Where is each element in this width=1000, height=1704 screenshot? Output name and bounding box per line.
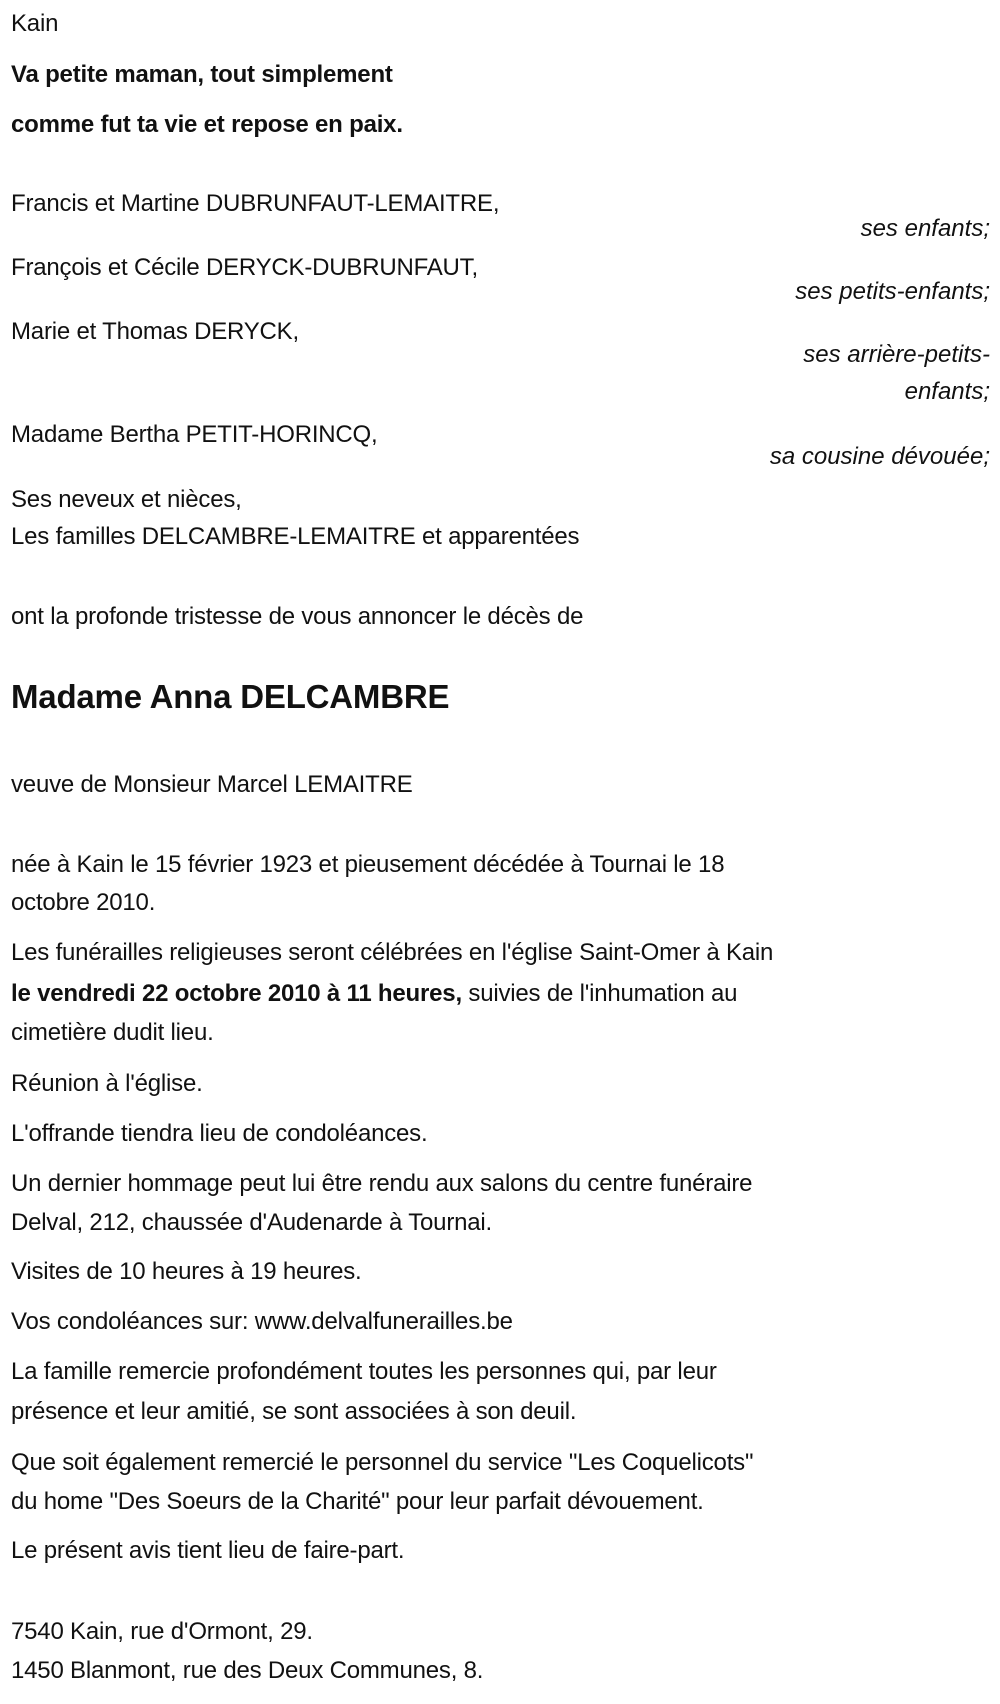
address: 7540 Kain, rue d'Ormont, 29. — [11, 1618, 313, 1645]
notice: Le présent avis tient lieu de faire-part. — [11, 1537, 405, 1564]
family-name: Francis et Martine DUBRUNFAUT-LEMAITRE, — [11, 190, 500, 217]
family-relation: ses petits-enfants; — [795, 278, 990, 305]
deceased-name: Madame Anna DELCAMBRE — [11, 678, 450, 715]
thanks-staff: Que soit également remercié le personnel du service "Les Coquelicots" — [11, 1449, 754, 1476]
epitaph-line: comme fut ta vie et repose en paix. — [11, 111, 403, 138]
funeral-info: cimetière dudit lieu. — [11, 1019, 214, 1046]
birth-death: octobre 2010. — [11, 889, 156, 916]
address: 1450 Blanmont, rue des Deux Communes, 8. — [11, 1657, 484, 1684]
meeting: Réunion à l'église. — [11, 1070, 203, 1097]
epitaph-line: Va petite maman, tout simplement — [11, 61, 393, 88]
funeral-info: Les funérailles religieuses seront célébrées en l'église Saint-Omer à Kain — [11, 939, 774, 966]
family-relation: ses arrière-petits- — [803, 341, 990, 368]
thanks-staff: du home "Des Soeurs de la Charité" pour leur parfait dévouement. — [11, 1488, 704, 1515]
others-line: Les familles DELCAMBRE-LEMAITRE et apparentées — [11, 523, 580, 550]
funeral-date: le vendredi 22 octobre 2010 à 11 heures, — [11, 980, 462, 1007]
family-relation: ses enfants; — [860, 215, 990, 242]
condolences-link[interactable]: www.delvalfunerailles.be — [254, 1308, 513, 1335]
birth-death: née à Kain le 15 février 1923 et pieusement décédée à Tournai le 18 — [11, 851, 725, 878]
family-name: Madame Bertha PETIT-HORINCQ, — [11, 421, 378, 448]
funeral-info — [11, 980, 737, 1008]
homage: Un dernier hommage peut lui être rendu aux salons du centre funéraire — [11, 1170, 753, 1197]
offering: L'offrande tiendra lieu de condoléances. — [11, 1120, 428, 1147]
visits: Visites de 10 heures à 19 heures. — [11, 1258, 362, 1285]
announcement: ont la profonde tristesse de vous annoncer le décès de — [11, 603, 584, 630]
thanks: La famille remercie profondément toutes les personnes qui, par leur — [11, 1358, 717, 1385]
condolences-label: Vos condoléances sur: — [11, 1308, 255, 1335]
family-name: Marie et Thomas DERYCK, — [11, 318, 299, 345]
family-relation: sa cousine dévouée; — [769, 443, 990, 470]
family-relation: enfants; — [904, 378, 990, 405]
funeral-rest: suivies de l'inhumation au — [461, 980, 738, 1007]
thanks: présence et leur amitié, se sont associées à son deuil. — [11, 1398, 577, 1425]
widow-of: veuve de Monsieur Marcel LEMAITRE — [11, 771, 413, 798]
family-name: François et Cécile DERYCK-DUBRUNFAUT, — [11, 254, 478, 281]
homage: Delval, 212, chaussée d'Audenarde à Tournai. — [11, 1209, 493, 1236]
condolences — [11, 1308, 513, 1336]
place: Kain — [11, 10, 59, 37]
others-line: Ses neveux et nièces, — [11, 486, 242, 513]
